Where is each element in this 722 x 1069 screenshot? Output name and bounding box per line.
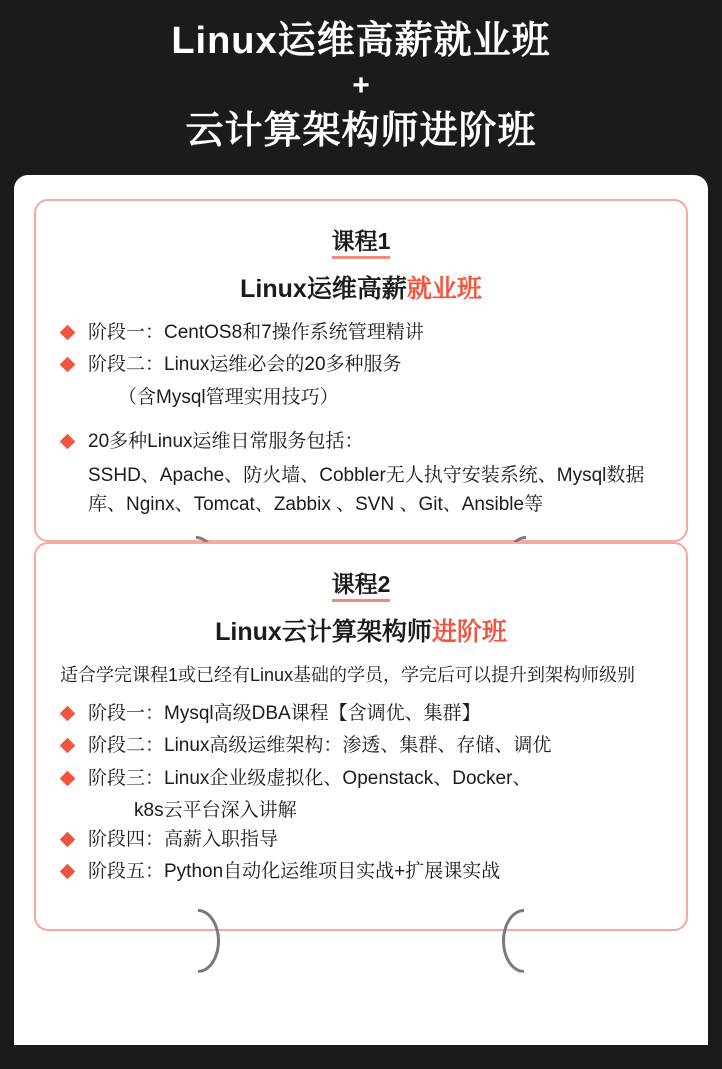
diamond-bullet-icon <box>60 738 76 754</box>
course-card-2 <box>34 542 688 931</box>
list-item <box>58 428 664 457</box>
course-2-stage-3-note: k8s云平台深入讲解 <box>134 800 297 822</box>
course-1-services-list <box>58 428 664 457</box>
list-item <box>58 351 664 380</box>
list-item <box>58 858 664 887</box>
diamond-bullet-icon <box>60 357 76 373</box>
course-1-services-heading: 20多种Linux运维日常服务包括： <box>88 431 364 453</box>
course-2-stage-2: 阶段二：Linux高级运维架构：渗透、集群、存储、调优 <box>88 735 552 757</box>
course-1-number-wrap <box>58 223 664 259</box>
course-2-title <box>58 612 664 648</box>
course-2-stage-list <box>58 700 664 794</box>
course-2-stage-4: 阶段四：高薪入职指导 <box>88 828 279 850</box>
header-plus-symbol: + <box>352 68 370 102</box>
course-1-stage-2-note: （含Mysql管理实用技巧） <box>118 386 339 408</box>
course-2-stage-5: 阶段五：Python自动化运维项目实战+扩展课实战 <box>88 861 501 883</box>
course-1-number: 课程1 <box>332 223 391 259</box>
content-sheet <box>14 175 708 1045</box>
diamond-bullet-icon <box>60 831 76 847</box>
list-item <box>58 765 664 794</box>
course-2-stage-1: 阶段一：Mysql高级DBA课程【含调优、集群】 <box>88 702 481 724</box>
course-1-title-main: Linux运维高薪 <box>240 274 407 303</box>
diamond-bullet-icon <box>60 770 76 786</box>
page-header <box>0 0 722 175</box>
header-title-line2: 云计算架构师进阶班 <box>185 109 537 152</box>
list-item <box>58 732 664 761</box>
course-1-stage-list <box>58 319 664 380</box>
course-1-stage-2: 阶段二：Linux运维必会的20多种服务 <box>88 354 402 376</box>
course-1-title <box>58 269 664 305</box>
course-2-stage-3: 阶段三：Linux企业级虚拟化、Openstack、Docker、 <box>88 767 532 789</box>
list-item <box>58 700 664 729</box>
header-title-line1: Linux运维高薪就业班 <box>171 20 551 62</box>
course-2-lead-text: 适合学完课程1或已经有Linux基础的学员，学完后可以提升到架构师级别 <box>60 664 636 685</box>
course-2-title-main: Linux云计算架构师 <box>215 617 432 646</box>
course-2-title-highlight: 进阶班 <box>431 617 507 646</box>
diamond-bullet-icon <box>60 325 76 341</box>
connector-arc-left-icon <box>176 909 220 973</box>
course-2-number: 课程2 <box>332 566 391 602</box>
course-2-stage-list-cont <box>58 826 664 887</box>
course-card-1 <box>34 199 688 542</box>
course-2-number-wrap <box>58 566 664 602</box>
course-1-title-highlight: 就业班 <box>406 274 482 303</box>
diamond-bullet-icon <box>60 705 76 721</box>
diamond-bullet-icon <box>60 864 76 880</box>
course-1-services-body: SSHD、Apache、防火墙、Cobbler无人执守安装系统、Mysql数据库、Nginx、Tomcat、Zabbix 、SVN 、Git、Ansible等 <box>88 464 645 516</box>
list-item <box>58 826 664 855</box>
course-1-stage-1: 阶段一：CentOS8和7操作系统管理精讲 <box>88 321 424 343</box>
diamond-bullet-icon <box>60 434 76 450</box>
spacer <box>58 412 664 428</box>
list-item <box>58 319 664 348</box>
connector-arc-right-icon <box>502 909 546 973</box>
